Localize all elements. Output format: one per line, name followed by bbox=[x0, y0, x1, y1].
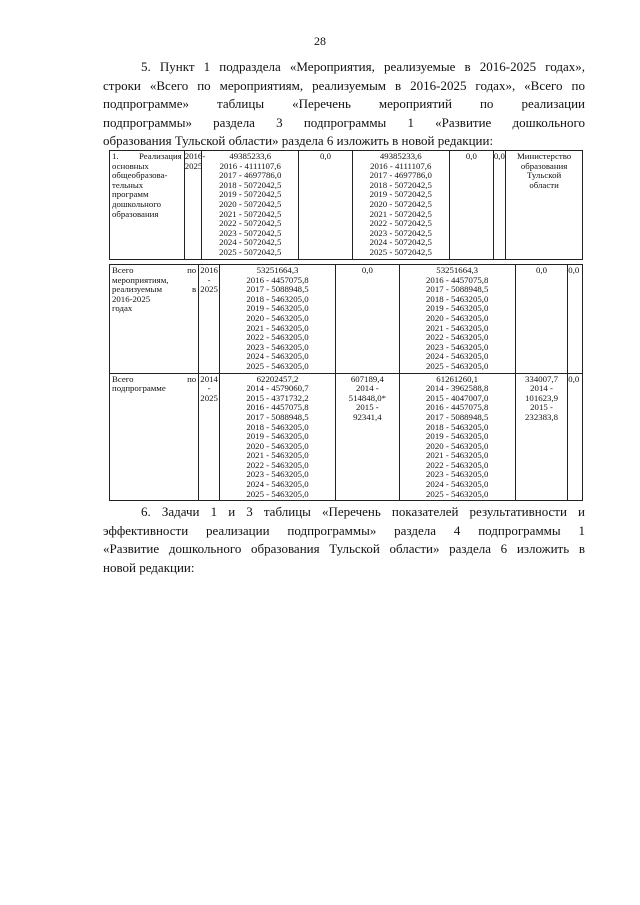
cell-measure-name bbox=[110, 151, 185, 260]
cell-line: Тульской bbox=[526, 170, 562, 181]
cell-line: 49385233,6 bbox=[379, 151, 422, 161]
cell-line: 2021 - 5463205,0 bbox=[426, 450, 489, 461]
cell-line: 61261260,1 bbox=[436, 373, 479, 384]
cell-federal bbox=[336, 265, 400, 374]
cell-other: 0,0 bbox=[568, 373, 583, 501]
cell-total bbox=[219, 265, 335, 374]
cell-line: 2019 - 5463205,0 bbox=[246, 431, 309, 442]
cell-line: 1. Реализация bbox=[112, 151, 182, 161]
cell-line: 2021 - 5463205,0 bbox=[246, 322, 309, 333]
cell-line: 2017 - 4697786,0 bbox=[219, 170, 282, 181]
cell-line: 53251664,3 bbox=[436, 265, 479, 275]
cell-regional bbox=[399, 265, 515, 374]
cell-local bbox=[515, 373, 568, 501]
cell-regional bbox=[399, 373, 515, 501]
cell-line: 2017 - 5088948,5 bbox=[426, 411, 489, 422]
cell-line: 2015 - 4047007,0 bbox=[426, 392, 489, 403]
cell-line: 2017 - 5088948,5 bbox=[246, 411, 309, 422]
cell-line: 2016 - 4457075,8 bbox=[426, 402, 489, 413]
paragraph-line: строки «Всего по мероприятиям, реализуемым в 2016-2025 годах», «Всего по bbox=[103, 77, 585, 93]
cell-line: Министерство bbox=[516, 151, 572, 161]
cell-line: 2023 - 5463205,0 bbox=[426, 469, 489, 480]
cell-line: подпрограмме bbox=[112, 383, 166, 394]
cell-line: 2023 - 5463205,0 bbox=[246, 341, 309, 352]
cell-line: 232383,8 bbox=[525, 411, 559, 422]
cell-line: 2017 - 5088948,5 bbox=[246, 284, 309, 295]
paragraph-line: 6. Задачи 1 и 3 таблицы «Перечень показателей результативности и bbox=[141, 504, 585, 519]
cell-line: 2016 - 4457075,8 bbox=[246, 402, 309, 413]
cell-line: годах bbox=[112, 303, 133, 314]
cell-line: 2021 - 5072042,5 bbox=[219, 208, 282, 219]
cell-line: 0,0 bbox=[536, 265, 548, 275]
cell-line: 53251664,3 bbox=[256, 265, 299, 275]
paragraph-line: 5. Пункт 1 подраздела «Мероприятия, реализуемые в 2016-2025 годах», bbox=[141, 59, 585, 74]
cell-line: 2020 - 5072042,5 bbox=[219, 198, 282, 209]
cell-years bbox=[184, 151, 206, 260]
cell-responsible bbox=[506, 151, 583, 260]
cell-other: 0,0 bbox=[493, 151, 505, 260]
cell-total bbox=[219, 373, 335, 501]
cell-line: 2016 bbox=[200, 265, 218, 275]
cell-line: 607189,4 bbox=[350, 373, 384, 384]
cell-local bbox=[515, 265, 568, 374]
cell-line: 2024 - 5463205,0 bbox=[246, 351, 309, 362]
cell-line: области bbox=[529, 179, 559, 190]
cell-line: общеобразова- bbox=[112, 170, 168, 181]
cell-line: 2025 - 5463205,0 bbox=[426, 488, 489, 499]
paragraph-line: новой редакции: bbox=[103, 559, 195, 575]
cell-regional bbox=[352, 151, 449, 260]
table-row bbox=[110, 151, 583, 260]
cell-line: 2019 - 5072042,5 bbox=[369, 189, 432, 200]
cell-line: 101623,9 bbox=[525, 392, 559, 403]
cell-line: 2025 - 5463205,0 bbox=[246, 360, 309, 371]
cell-line: 2024 - 5463205,0 bbox=[246, 479, 309, 490]
cell-line: 2020 - 5072042,5 bbox=[369, 198, 432, 209]
cell-line: 2016 - 4111107,6 bbox=[370, 160, 432, 171]
cell-line: 2020 - 5463205,0 bbox=[426, 312, 489, 323]
cell-line: 2014 - 4579060,7 bbox=[246, 383, 309, 394]
cell-line: 2020 - 5463205,0 bbox=[246, 440, 309, 451]
cell-line: - bbox=[207, 274, 211, 285]
cell-line: 2025 - 5072042,5 bbox=[369, 246, 432, 257]
cell-line: 2015 - bbox=[356, 402, 379, 413]
paragraph-line: подпрограмме» таблицы «Перечень мероприятий по реализации bbox=[103, 96, 585, 112]
cell-line: 2021 - 5072042,5 bbox=[369, 208, 432, 219]
cell-line: 2024 - 5072042,5 bbox=[369, 237, 432, 248]
cell-line: 2025 bbox=[200, 392, 218, 403]
cell-line: мероприятиям, bbox=[112, 274, 169, 285]
cell-row-name bbox=[110, 265, 199, 374]
cell-local: 0,0 bbox=[449, 151, 493, 260]
cell-line: 2018 - 5072042,5 bbox=[219, 179, 282, 190]
cell-line: 49385233,6 bbox=[229, 151, 272, 161]
cell-total bbox=[202, 151, 299, 260]
cell-years bbox=[199, 373, 220, 501]
table-totals bbox=[109, 264, 583, 501]
cell-line: 92341,4 bbox=[353, 411, 382, 422]
cell-line: 2018 - 5463205,0 bbox=[426, 293, 489, 304]
cell-line: 2025 bbox=[200, 284, 218, 295]
cell-line: 2018 - 5072042,5 bbox=[369, 179, 432, 190]
cell-line: 2016 - 4457075,8 bbox=[246, 274, 309, 285]
cell-line: 2023 - 5463205,0 bbox=[246, 469, 309, 480]
cell-line: 2021 - 5463205,0 bbox=[246, 450, 309, 461]
cell-line: 2018 - 5463205,0 bbox=[246, 293, 309, 304]
cell-line: образования bbox=[520, 160, 568, 171]
cell-line: тельных bbox=[112, 179, 144, 190]
cell-line: 2017 - 4697786,0 bbox=[369, 170, 432, 181]
cell-line: дошкольного bbox=[112, 198, 162, 209]
cell-line: 2014 - bbox=[530, 383, 553, 394]
cell-line: основных bbox=[112, 160, 149, 171]
cell-line: 334007,7 bbox=[525, 373, 559, 384]
cell-federal bbox=[336, 373, 400, 501]
cell-line: 2016- bbox=[184, 151, 206, 161]
cell-other: 0,0 bbox=[568, 265, 583, 374]
cell-line: 2023 - 5463205,0 bbox=[426, 341, 489, 352]
cell-line: 2014 bbox=[200, 373, 218, 384]
cell-line: 2015 - bbox=[530, 402, 553, 413]
cell-line: 2020 - 5463205,0 bbox=[426, 440, 489, 451]
cell-line: 2023 - 5072042,5 bbox=[369, 227, 432, 238]
cell-line: 2016 - 4111107,6 bbox=[219, 160, 281, 171]
cell-line: 2018 - 5463205,0 bbox=[426, 421, 489, 432]
cell-line: образования bbox=[112, 208, 159, 219]
cell-line: 2019 - 5072042,5 bbox=[219, 189, 282, 200]
table-measures-item-1 bbox=[109, 150, 583, 260]
cell-line: программ bbox=[112, 189, 149, 200]
cell-line: 2022 - 5463205,0 bbox=[246, 459, 309, 470]
cell-line: 2014 - 3962588,8 bbox=[426, 383, 489, 394]
cell-line: - bbox=[207, 383, 211, 394]
cell-line: Всего по bbox=[112, 373, 197, 384]
cell-line: 2025 - 5072042,5 bbox=[219, 246, 282, 257]
cell-line: 2025 - 5463205,0 bbox=[246, 488, 309, 499]
cell-line: 2022 - 5463205,0 bbox=[426, 332, 489, 343]
cell-years bbox=[199, 265, 220, 374]
cell-line: 2018 - 5463205,0 bbox=[246, 421, 309, 432]
cell-line: 2019 - 5463205,0 bbox=[246, 303, 309, 314]
table-row bbox=[110, 373, 583, 501]
page-number: 28 bbox=[314, 34, 326, 48]
cell-line: 2021 - 5463205,0 bbox=[426, 322, 489, 333]
cell-line: 2022 - 5072042,5 bbox=[219, 218, 282, 229]
cell-line: 2024 - 5463205,0 bbox=[426, 351, 489, 362]
paragraph-6 bbox=[103, 503, 585, 577]
cell-line: Всего по bbox=[112, 265, 197, 275]
cell-line: 2020 - 5463205,0 bbox=[246, 312, 309, 323]
paragraph-line: «Развитие дошкольного образования Тульской области» раздела 6 изложить в bbox=[103, 541, 585, 557]
cell-federal: 0,0 bbox=[299, 151, 352, 260]
cell-line: 2016 - 4457075,8 bbox=[426, 274, 489, 285]
cell-line: 0,0 bbox=[361, 265, 373, 275]
cell-line: 2015 - 4371732,2 bbox=[246, 392, 309, 403]
table-row bbox=[110, 265, 583, 374]
cell-line: 62202457,2 bbox=[256, 373, 299, 384]
cell-line: 2019 - 5463205,0 bbox=[426, 303, 489, 314]
cell-line: 2016-2025 bbox=[112, 293, 151, 304]
cell-line: 2024 - 5463205,0 bbox=[426, 479, 489, 490]
cell-line: 2025 bbox=[184, 160, 203, 171]
cell-line: 2014 - bbox=[356, 383, 379, 394]
cell-row-name bbox=[110, 373, 199, 501]
cell-line: 2023 - 5072042,5 bbox=[219, 227, 282, 238]
cell-line: 2024 - 5072042,5 bbox=[219, 237, 282, 248]
cell-line: 2025 - 5463205,0 bbox=[426, 360, 489, 371]
cell-line: 2017 - 5088948,5 bbox=[426, 284, 489, 295]
cell-line: реализуемым в bbox=[112, 284, 197, 295]
paragraph-line: образования Тульской области» раздела 6 изложить в новой редакции: bbox=[103, 133, 494, 149]
paragraph-line: подпрограммы» раздела 3 подпрограммы 1 «Развитие дошкольного bbox=[103, 114, 585, 130]
cell-line: 514848,0* bbox=[348, 392, 387, 403]
cell-line: 2022 - 5463205,0 bbox=[426, 459, 489, 470]
paragraph-line: эффективности реализации подпрограммы» раздела 4 подпрограммы 1 bbox=[103, 522, 585, 538]
paragraph-5 bbox=[103, 58, 585, 151]
cell-line: 2022 - 5072042,5 bbox=[369, 218, 432, 229]
cell-line: 2022 - 5463205,0 bbox=[246, 332, 309, 343]
cell-line: 2019 - 5463205,0 bbox=[426, 431, 489, 442]
